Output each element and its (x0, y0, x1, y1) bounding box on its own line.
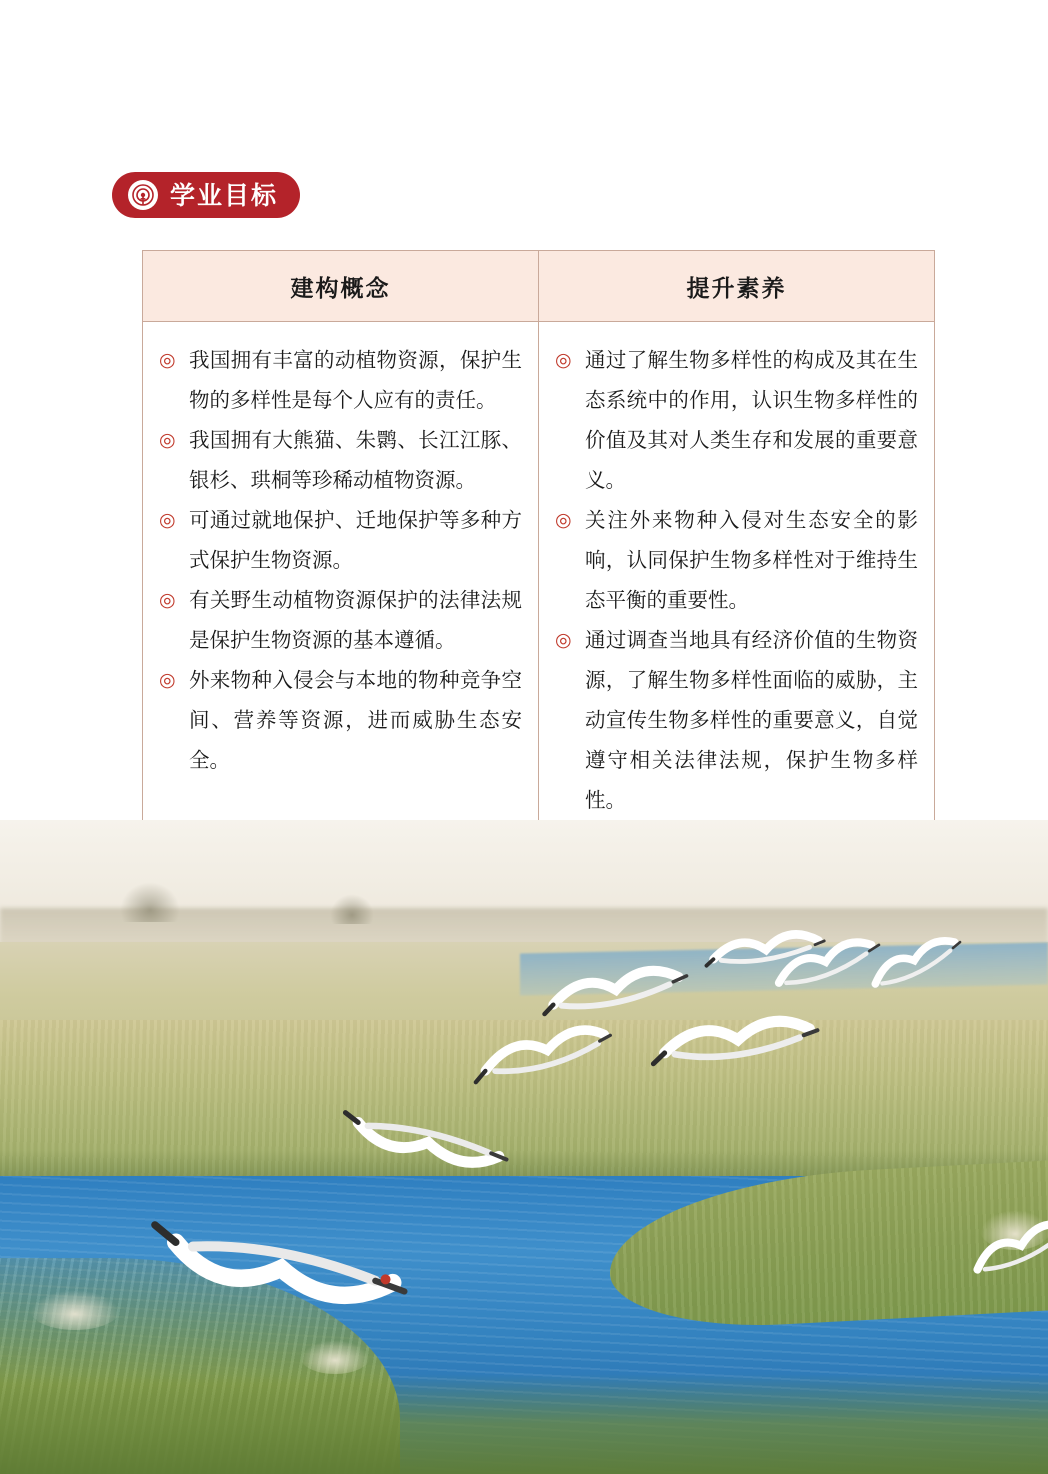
table-header-build-concepts: 建构概念 (143, 251, 539, 322)
reed-tuft (300, 1340, 370, 1374)
list-item: ◎ 我国拥有丰富的动植物资源，保护生物的多样性是每个人应有的责任。 (159, 340, 522, 420)
section-badge-label: 学业目标 (170, 180, 279, 210)
table-header-improve-literacy: 提升素养 (539, 251, 935, 322)
bottom-grass-band (0, 1374, 1048, 1474)
distant-tree-icon (330, 894, 374, 924)
reed-tuft (30, 1290, 120, 1330)
table-cell-improve-literacy (539, 322, 935, 843)
list-item: ◎ 关注外来物种入侵对生态安全的影响，认同保护生物多样性对于维持生态平衡的重要性。 (555, 500, 918, 620)
list-item: ◎ 通过了解生物多样性的构成及其在生态系统中的作用，认识生物多样性的价值及其对人类生存和发展的重要意义。 (555, 340, 918, 500)
target-hand-icon (128, 180, 158, 210)
table-header-row (143, 251, 935, 322)
section-badge (112, 172, 300, 218)
crane-bird (647, 996, 822, 1086)
improve-literacy-list (555, 340, 918, 820)
learning-goals-table (142, 250, 935, 843)
table-body-row (143, 322, 935, 843)
list-item: ◎ 通过调查当地具有经济价值的生物资源，了解生物多样性面临的威胁，主动宣传生物多样性的重要意义，自觉遵守相关法律法规，保护生物多样性。 (555, 620, 918, 820)
wetland-cranes-photo (0, 820, 1048, 1474)
table-cell-build-concepts (143, 322, 539, 843)
list-item: ◎ 外来物种入侵会与本地的物种竞争空间、营养等资源，进而威胁生态安全。 (159, 660, 522, 780)
list-item: ◎ 我国拥有大熊猫、朱鹮、长江江豚、银杉、珙桐等珍稀动植物资源。 (159, 420, 522, 500)
build-concepts-list (159, 340, 522, 780)
distant-tree-icon (120, 882, 180, 922)
list-item: ◎ 有关野生动植物资源保护的法律法规是保护生物资源的基本遵循。 (159, 580, 522, 660)
list-item: ◎ 可通过就地保护、迁地保护等多种方式保护生物资源。 (159, 500, 522, 580)
crane-bird (142, 1185, 417, 1349)
